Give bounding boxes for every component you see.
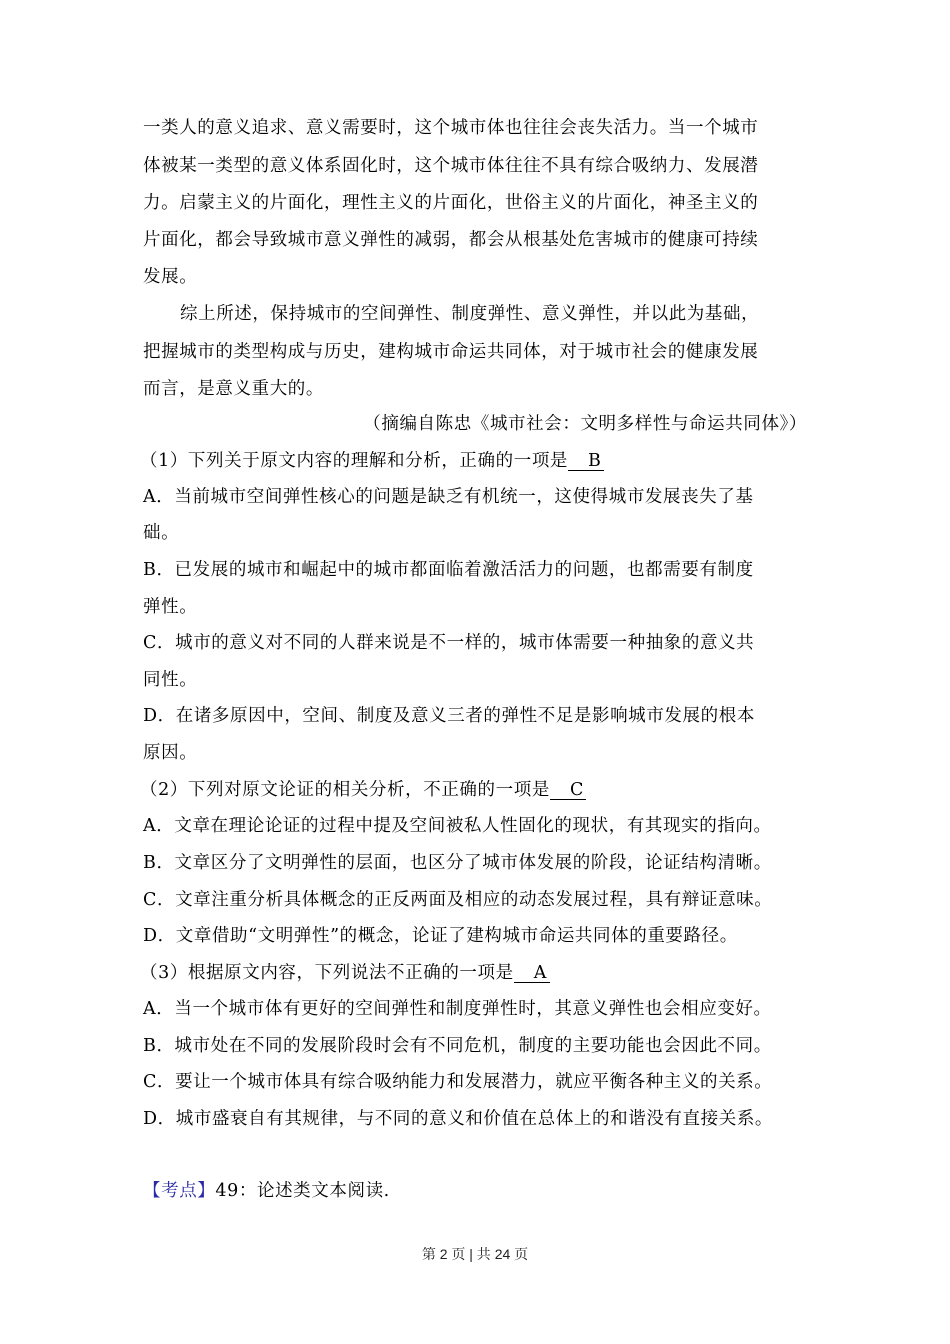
option-line: B．文章区分了文明弹性的层面，也区分了城市体发展的阶段，论证结构清晰。 (143, 853, 772, 873)
option-line: 同性。 (143, 670, 198, 690)
passage-line: 体被某一类型的意义体系固化时，这个城市体往往不具有综合吸纳力、发展潜 (143, 156, 759, 176)
option-line: C．文章注重分析具体概念的正反两面及相应的动态发展过程，具有辩证意味。 (143, 890, 773, 910)
passage-line: 一类人的意义追求、意义需要时，这个城市体也往往会丧失活力。当一个城市 (143, 118, 759, 138)
option-line: A．当前城市空间弹性核心的问题是缺乏有机统一，这使得城市发展丧失了基 (143, 487, 754, 507)
passage-line: 而言，是意义重大的。 (143, 379, 324, 399)
passage-line: 发展。 (143, 267, 198, 287)
option-line: D．城市盛衰自有其规律，与不同的意义和价值在总体上的和谐没有直接关系。 (143, 1109, 774, 1129)
option-line: 础。 (143, 523, 180, 543)
option-line: D．文章借助“文明弹性”的概念，论证了建构城市命运共同体的重要路径。 (143, 926, 738, 946)
question-stem-text: （2）下列对原文论证的相关分析，不正确的一项是 (140, 780, 550, 800)
option-line: A．当一个城市体有更好的空间弹性和制度弹性时，其意义弹性也会相应变好。 (143, 999, 772, 1019)
option-line: 弹性。 (143, 597, 198, 617)
option-line: C．城市的意义对不同的人群来说是不一样的，城市体需要一种抽象的意义共 (143, 633, 755, 653)
passage-line: 力。启蒙主义的片面化，理性主义的片面化，世俗主义的片面化，神圣主义的 (143, 193, 759, 213)
passage-line: 综上所述，保持城市的空间弹性、制度弹性、意义弹性，并以此为基础， (180, 304, 760, 324)
option-line: C．要让一个城市体具有综合吸纳能力和发展潜力，就应平衡各种主义的关系。 (143, 1072, 773, 1092)
kaodian-line (143, 1180, 808, 1202)
passage-line: 把握城市的类型构成与历史，建构城市命运共同体，对于城市社会的健康发展 (143, 342, 759, 362)
answer-blank: B (568, 452, 604, 471)
option-line: D．在诸多原因中，空间、制度及意义三者的弹性不足是影响城市发展的根本 (143, 706, 755, 726)
option-line: B．城市处在不同的发展阶段时会有不同危机，制度的主要功能也会因此不同。 (143, 1036, 772, 1056)
question-stem-text: （3）根据原文内容，下列说法不正确的一项是 (140, 963, 514, 983)
page-footer: 第 2 页 | 共 24 页 (421, 1246, 529, 1262)
answer-blank: C (550, 781, 586, 800)
answer-blank: A (514, 964, 550, 983)
kaodian-text: 49：论述类文本阅读. (215, 1181, 390, 1201)
question-2-stem (140, 779, 805, 801)
kaodian-label: 【考点】 (143, 1181, 216, 1201)
question-stem-text: （1）下列关于原文内容的理解和分析，正确的一项是 (140, 451, 569, 471)
option-line: 原因。 (143, 743, 198, 763)
question-1-stem (140, 450, 805, 472)
option-line: B．已发展的城市和崛起中的城市都面临着激活活力的问题，也都需要有制度 (143, 560, 754, 580)
question-3-stem (140, 962, 805, 984)
passage-source: （摘编自陈忠《城市社会：文明多样性与命运共同体》） (363, 414, 807, 434)
passage-line: 片面化，都会导致城市意义弹性的减弱，都会从根基处危害城市的健康可持续 (143, 230, 759, 250)
option-line: A．文章在理论论证的过程中提及空间被私人性固化的现状，有其现实的指向。 (143, 816, 772, 836)
